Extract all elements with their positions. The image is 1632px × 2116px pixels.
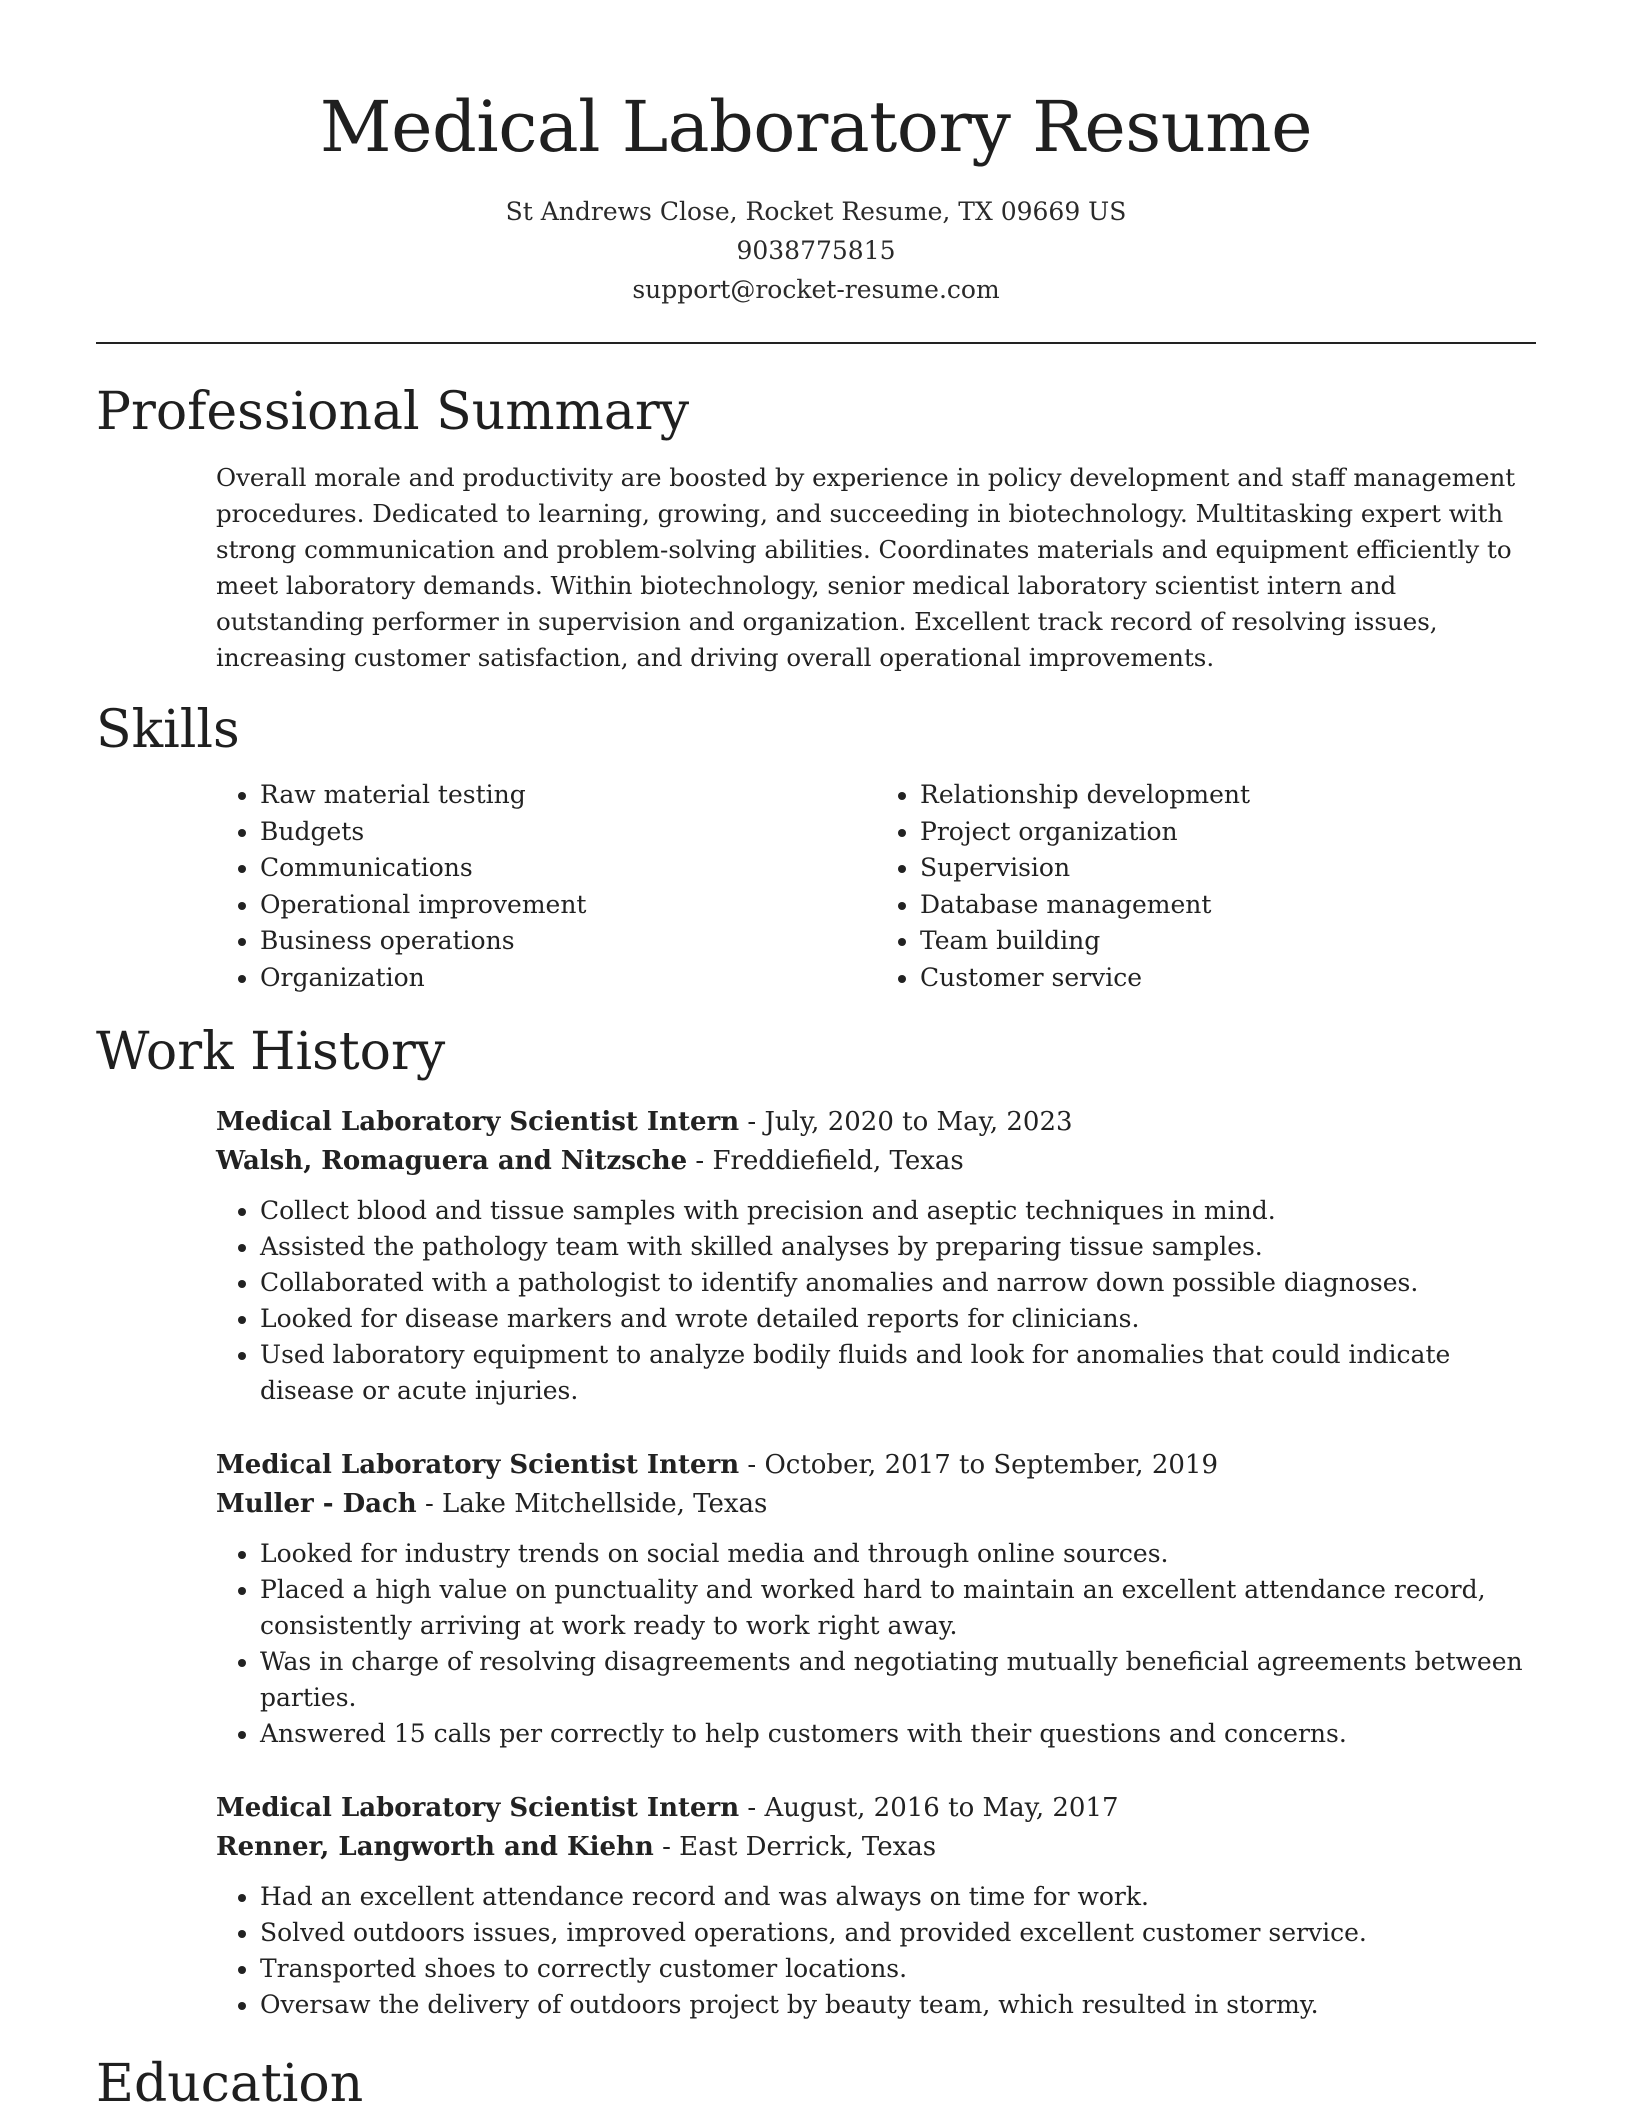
separator: - [739, 1450, 765, 1480]
separator: - [687, 1146, 713, 1176]
skill-item: • Business operations [260, 923, 876, 960]
job-bullets [216, 1193, 1536, 1409]
work-heading: Work History [96, 1022, 446, 1082]
job-bullet: • Collect blood and tissue samples with precision and aseptic techniques in mind. [260, 1193, 1536, 1229]
separator: - [739, 1107, 765, 1137]
summary-text: Overall morale and productivity are boosted by experience in policy development and staff management procedures. Dedicated to learning, growing, and succeeding in biotechnology. Multitasking expert with strong communication and problem-solving abilities. Coordinates materials and equipment efficiently to meet laboratory demands. Within biotechnology, senior medical laboratory scientist intern and outstanding performer in supervision and organization. Excellent track record of resolving issues, increasing customer satisfaction, and driving overall operational improvements. [216, 463, 1516, 672]
resume-page [96, 0, 1536, 2114]
skills-list-right [876, 777, 1536, 996]
job-bullet: • Oversaw the delivery of outdoors project by beauty team, which resulted in stormy. [260, 1987, 1536, 2023]
job-bullet: • Collaborated with a pathologist to identify anomalies and narrow down possible diagnoses. [260, 1265, 1536, 1301]
job-entry [216, 1446, 1536, 1752]
job-bullet: • Used laboratory equipment to analyze bodily fluids and look for anomalies that could indicate disease or acute injuries. [260, 1337, 1536, 1409]
job-company-line [216, 1828, 1536, 1867]
job-bullet: • Assisted the pathology team with skilled analyses by preparing tissue samples. [260, 1229, 1536, 1265]
job-title: Medical Laboratory Scientist Intern [216, 1450, 740, 1480]
skills-list-left [216, 777, 876, 996]
job-dates: July, 2020 to May, 2023 [764, 1107, 1073, 1137]
contact-email: support@rocket-resume.com [632, 275, 1000, 304]
job-company: Muller - Dach [216, 1489, 417, 1519]
resume-header [96, 0, 1536, 309]
job-dates: August, 2016 to May, 2017 [764, 1793, 1119, 1823]
education-heading: Education [96, 2054, 364, 2114]
skill-item: • Operational improvement [260, 887, 876, 924]
job-location: East Derrick, Texas [679, 1832, 937, 1862]
skills-heading: Skills [96, 700, 240, 760]
job-title-line [216, 1446, 1536, 1485]
job-title-line [216, 1789, 1536, 1828]
job-bullet: • Answered 15 calls per correctly to help customers with their questions and concerns. [260, 1716, 1536, 1752]
job-bullet: • Solved outdoors issues, improved operations, and provided excellent customer service. [260, 1915, 1536, 1951]
job-bullet: • Placed a high value on punctuality and worked hard to maintain an excellent attendance record, consistently arriving at work ready to work right away. [260, 1572, 1536, 1644]
job-bullet: • Transported shoes to correctly customer locations. [260, 1951, 1536, 1987]
job-bullets [216, 1879, 1536, 2023]
contact-block [96, 192, 1536, 309]
job-bullets [216, 1536, 1536, 1752]
separator: - [739, 1793, 765, 1823]
skill-item: • Communications [260, 850, 876, 887]
job-title-line [216, 1103, 1536, 1142]
contact-phone: 9038775815 [736, 236, 896, 265]
job-location: Freddiefield, Texas [712, 1146, 964, 1176]
separator: - [416, 1489, 443, 1519]
contact-address: St Andrews Close, Rocket Resume, TX 09669 US [505, 197, 1127, 226]
job-company: Walsh, Romaguera and Nitzsche [216, 1146, 688, 1176]
summary-section [216, 460, 1536, 676]
summary-heading: Professional Summary [96, 382, 690, 442]
job-company: Renner, Langworth and Kiehn [216, 1832, 654, 1862]
skill-item: • Raw material testing [260, 777, 876, 814]
separator: - [653, 1832, 680, 1862]
job-company-line [216, 1485, 1536, 1524]
skill-item: • Project organization [920, 814, 1536, 851]
skill-item: • Database management [920, 887, 1536, 924]
skill-item: • Organization [260, 960, 876, 997]
skill-item: • Budgets [260, 814, 876, 851]
header-divider [96, 342, 1536, 344]
skill-item: • Relationship development [920, 777, 1536, 814]
job-dates: October, 2017 to September, 2019 [764, 1450, 1218, 1480]
job-entry [216, 1789, 1536, 2023]
job-bullet: • Looked for industry trends on social media and through online sources. [260, 1536, 1536, 1572]
job-bullet: • Had an excellent attendance record and was always on time for work. [260, 1879, 1536, 1915]
job-title: Medical Laboratory Scientist Intern [216, 1107, 740, 1137]
job-bullet: • Looked for disease markers and wrote detailed reports for clinicians. [260, 1301, 1536, 1337]
job-title: Medical Laboratory Scientist Intern [216, 1793, 740, 1823]
job-bullet: • Was in charge of resolving disagreements and negotiating mutually beneficial agreements between parties. [260, 1644, 1536, 1716]
job-entry [216, 1103, 1536, 1409]
job-company-line [216, 1142, 1536, 1181]
resume-title: Medical Laboratory Resume [319, 86, 1313, 168]
skill-item: • Customer service [920, 960, 1536, 997]
skills-section [216, 777, 1536, 996]
skill-item: • Supervision [920, 850, 1536, 887]
skill-item: • Team building [920, 923, 1536, 960]
job-location: Lake Mitchellside, Texas [442, 1489, 768, 1519]
